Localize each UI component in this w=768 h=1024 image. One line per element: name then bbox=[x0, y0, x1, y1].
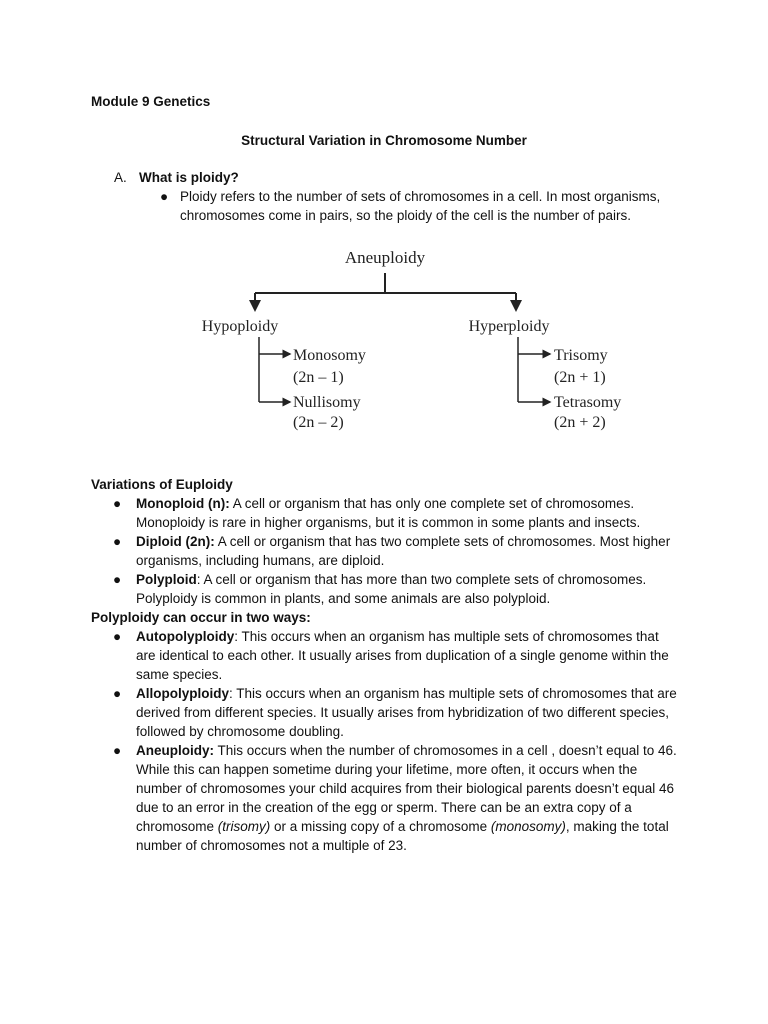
term: Autopolyploidy bbox=[136, 629, 235, 644]
right-branch-label: Hyperploidy bbox=[468, 318, 550, 335]
euploidy-section bbox=[91, 475, 691, 855]
bullet-dot: ● bbox=[160, 189, 169, 204]
tetrasomy-formula: (2n + 2) bbox=[554, 414, 606, 431]
diagram-root-label: Aneuploidy bbox=[344, 248, 426, 267]
italic-term: (monosomy) bbox=[490, 819, 566, 834]
tetrasomy-label: Tetrasomy bbox=[554, 394, 622, 411]
aneuploidy-tree-svg bbox=[180, 240, 660, 440]
list-item: ● Polyploid: A cell or organism that has more than two complete sets of chromosomes. Polyploidy is common in plants, and some animals are also polyploid. bbox=[113, 572, 647, 606]
euploidy-heading: Variations of Euploidy bbox=[91, 477, 233, 492]
trisomy-label: Trisomy bbox=[554, 347, 608, 364]
italic-term: (trisomy) bbox=[217, 819, 271, 834]
definition: A cell or organism that has two complete sets of chromosomes. Most higher organisms, including humans, are diploid. bbox=[136, 534, 671, 568]
list-item: ● Aneuploidy: This occurs when the number of chromosomes in a cell , doesn’t equal to 46. While this can happen sometime during your lifetime, more often, it occurs when the number of chromosomes your child acquires from their biological parents doesn’t equal 46 due to an error in the creation of the egg or sperm. There can be an extra copy of a chromosome (trisomy) or a missing copy of a chromosome (monosomy), making the total number of chromosomes not a multiple of 23. bbox=[113, 743, 677, 853]
aneuploidy-diagram bbox=[180, 240, 660, 440]
monosomy-label: Monosomy bbox=[293, 347, 366, 364]
left-branch-label: Hypoploidy bbox=[201, 318, 279, 335]
term: Aneuploidy: bbox=[136, 743, 214, 758]
term: Monoploid (n): bbox=[136, 496, 230, 511]
term: Diploid (2n): bbox=[136, 534, 215, 549]
polyploidy-heading: Polyploidy can occur in two ways: bbox=[91, 610, 311, 625]
section-letter: A. bbox=[114, 170, 127, 185]
term: Allopolyploidy bbox=[136, 686, 229, 701]
list-item: ● Allopolyploidy: This occurs when an organism has multiple sets of chromosomes that are derived from different species. It usually arises from hybridization of two different species, followed by chromosome doubling. bbox=[113, 686, 677, 739]
ploidy-definition-text: Ploidy refers to the number of sets of chromosomes in a cell. In most organisms, chromosomes come in pairs, so the ploidy of the cell is the number of pairs. bbox=[180, 189, 661, 223]
nullisomy-formula: (2n – 2) bbox=[293, 414, 344, 431]
ploidy-definition bbox=[160, 187, 680, 225]
trisomy-formula: (2n + 1) bbox=[554, 369, 606, 386]
definition: : This occurs when an organism has multiple sets of chromosomes that are identical to each other. It usually arises from duplication of a single genome within the same species. bbox=[136, 629, 669, 682]
term: Polyploid bbox=[136, 572, 197, 587]
section-question: What is ploidy? bbox=[139, 170, 239, 185]
section-a-heading bbox=[114, 168, 239, 187]
list-item: ● Monoploid (n): A cell or organism that has only one complete set of chromosomes. Monoploidy is rare in higher organisms, but it is common in some plants and insects. bbox=[113, 496, 641, 530]
definition: , making the total number of chromosomes not a multiple of 23. bbox=[136, 819, 669, 853]
nullisomy-label: Nullisomy bbox=[293, 394, 361, 411]
monosomy-formula: (2n – 1) bbox=[293, 369, 344, 386]
definition: : A cell or organism that has more than two complete sets of chromosomes. Polyploidy is common in plants, and some animals are also polyploid. bbox=[136, 572, 647, 606]
definition: This occurs when the number of chromosomes in a cell , doesn’t equal to 46. While this can happen sometime during your lifetime, more often, it occurs when the number of chromosomes your child acquires from their biological parents doesn’t equal 46 due to an error in the creation of the egg or sperm. There can be an extra copy of a chromosome bbox=[136, 743, 677, 834]
definition: A cell or organism that has only one complete set of chromosomes. Monoploidy is rare in higher organisms, but it is common in some plants and insects. bbox=[136, 496, 641, 530]
definition: : This occurs when an organism has multiple sets of chromosomes that are derived from different species. It usually arises from hybridization of two different species, followed by chromosome doubling. bbox=[136, 686, 677, 739]
list-item: ● Diploid (2n): A cell or organism that has two complete sets of chromosomes. Most higher organisms, including humans, are diploid. bbox=[113, 534, 671, 568]
module-title: Module 9 Genetics bbox=[91, 94, 211, 109]
document-title: Structural Variation in Chromosome Number bbox=[241, 133, 527, 148]
definition: or a missing copy of a chromosome bbox=[270, 819, 491, 834]
list-item: ● Autopolyploidy: This occurs when an organism has multiple sets of chromosomes that are identical to each other. It usually arises from duplication of a single genome within the same species. bbox=[113, 629, 669, 682]
